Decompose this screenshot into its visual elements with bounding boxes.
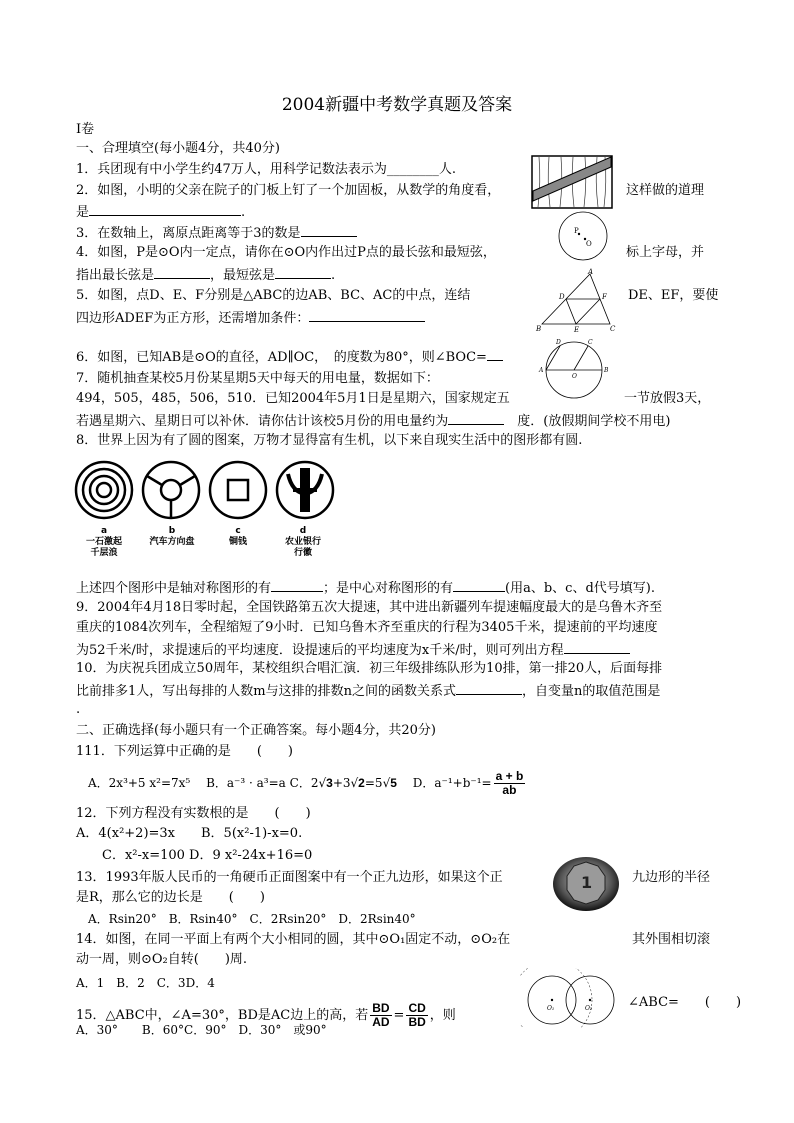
- label-o: O: [586, 240, 592, 248]
- caption-a: a 一石激起 千层浪: [85, 526, 122, 558]
- caption-c: c 铜钱: [228, 526, 247, 547]
- question-3: 3．在数轴上，离原点距离等于3的数是: [76, 224, 357, 242]
- circle-diameter-figure: [538, 338, 610, 402]
- label-p: P: [574, 227, 579, 235]
- question-10-line1: 10．为庆祝兵团成立50周年，某校组织合唱汇演．初三年级排练队形为10排，第一排20人，后面每排: [76, 661, 663, 676]
- question-11-options: A．2x³+5 x²=7x⁵ B．a⁻³ · a³=a C．2√3+3√2=5√5 D．a⁻¹+b⁻¹= $\frac{a + b}{ab}$: [88, 769, 524, 797]
- question-7-line1: 7．随机抽查某校5月份某星期5天中每天的用电量，数据如下：: [76, 371, 439, 386]
- label-d: D: [559, 293, 565, 301]
- question-15-options: A．30° B．60°C．90° D．30° 或90°: [76, 1023, 327, 1037]
- label-b6: B: [604, 367, 609, 374]
- question-7-line2: 494，505，485，506，510．已知2004年5月1日是星期六，国家规定五: [76, 391, 510, 406]
- triangle-midpoints-figure: [534, 268, 620, 334]
- question-9-line2: 重庆的1084次列车，全程缩短了9小时．已知乌鲁木齐至重庆的行程为3405千米，提速前的平均速度: [76, 620, 658, 635]
- question-7-line3: 若遇星期六、星期日可以补休．请你估计该校5月份的用电量约为 度．(放假期间学校不用电): [76, 414, 671, 429]
- question-12: 12．下列方程没有实数根的是 ( ): [76, 806, 311, 821]
- question-13-options: A．Rsin20° B．Rsin40° C．2Rsin20° D．2Rsin40°: [88, 912, 416, 926]
- question-15: 15．△ABC中，∠A=30°，BD是AC边上的高，若 $\frac{BD}{AD}$ = $\frac{CD}{BD}$ ，则: [76, 1001, 456, 1029]
- copper-coin-icon: [210, 462, 266, 518]
- question-13-line2: 是R，那么它的边长是 ( ): [76, 890, 265, 905]
- question-14-options: A．1 B．2 C．3D．4: [76, 976, 215, 990]
- question-13-line1b: 九边形的半径: [632, 870, 711, 885]
- label-o1: O₁: [547, 1005, 555, 1012]
- question-12-options-cd: C．x²-x=100 D．9 x²-24x+16=0: [102, 848, 313, 863]
- label-a: A: [588, 268, 594, 276]
- question-4-line2: 指出最长弦是 ，最短弦是 .: [76, 268, 336, 283]
- label-a6: A: [539, 367, 544, 374]
- question-7-line2b: 一节放假3天，: [624, 391, 711, 406]
- label-f: F: [602, 293, 607, 301]
- question-5-line2: 四边形ADEF为正方形，还需增加条件：: [76, 309, 425, 327]
- question-10-line3: .: [76, 702, 81, 717]
- question-2-line2: 是 .: [76, 205, 246, 220]
- question-12-options-ab: A．4(x²+2)=3x B．5(x²-1)-x=0.: [76, 826, 303, 841]
- steering-wheel-icon: [143, 462, 199, 518]
- page-title: 2004新疆中考数学真题及答案: [281, 95, 513, 115]
- question-9-line3: 为52千米/时，求提速后的平均速度．设提速后的平均速度为x千米/时，则可列出方程: [76, 641, 630, 659]
- question-10-line2: 比前排多1人，写出每排的人数m与这排的排数n之间的函数关系式 ，自变量n的取值范围是: [76, 684, 661, 699]
- circle-point-figure: [557, 210, 609, 262]
- caption-d: d 农业银行 行徽: [284, 526, 321, 558]
- reinforced-door-figure: [531, 155, 613, 209]
- question-13-line1: 13．1993年版人民币的一角硬币正面图案中有一个正九边形，如果这个正: [76, 870, 503, 885]
- agricultural-bank-logo-icon: [277, 462, 333, 518]
- question-14-line1: 14．如图，在同一平面上有两个大小相同的圆，其中⊙O₁固定不动，⊙O₂在: [76, 932, 511, 947]
- question-4-line1: 4．如图，P是⊙O内一定点，请你在⊙O内作出过P点的最长弦和最短弦，: [76, 245, 496, 260]
- ripple-icon: [76, 462, 132, 518]
- part2-heading: 二、正确选择(每小题只有一个正确答案。每小题4分，共20分): [76, 723, 436, 738]
- coin-numeral-icon: 1: [581, 873, 593, 892]
- label-b: B: [536, 325, 542, 333]
- question-14-line2: 动一周，则⊙O₂自转( )周.: [76, 952, 248, 967]
- question-8-answer: 上述四个图形中是轴对称图形的有 ；是中心对称图形的有 (用a、b、c、d代号填写).: [76, 581, 655, 596]
- question-15-answer: ∠ABC= ( ): [628, 995, 742, 1010]
- label-c6: C: [588, 339, 593, 346]
- section-label: I卷: [76, 122, 95, 137]
- question-9-line1: 9．2004年4月18日零时起，全国铁路第五次大提速，其中进出新疆列车提速幅度最大的是乌鲁木齐至: [76, 600, 663, 615]
- label-o2: O₂: [585, 1005, 593, 1012]
- label-e: E: [574, 326, 580, 334]
- two-circles-figure: [520, 968, 622, 1028]
- label-o6: O: [572, 373, 577, 380]
- label-c: C: [610, 325, 616, 333]
- question-5-line1b: DE、EF，要使: [628, 288, 719, 303]
- label-d6: D: [556, 339, 561, 346]
- caption-b: b 汽车方向盘: [149, 526, 195, 547]
- question-6: 6．如图，已知AB是⊙O的直径，AD∥OC， 的度数为80°，则∠BOC=: [76, 348, 503, 366]
- question-5-line1: 5．如图，点D、E、F分别是△ABC的边AB、BC、AC的中点，连结: [76, 288, 471, 303]
- question-11: 111．下列运算中正确的是 ( ): [76, 744, 293, 759]
- question-8: 8．世界上因为有了圆的图案，万物才显得富有生机，以下来自现实生活中的图形都有圆.: [76, 433, 583, 448]
- question-4-line1b: 标上字母，并: [626, 245, 705, 260]
- question-2-line1: 2．如图，小明的父亲在院子的门板上钉了一个加固板，从数学的角度看，: [76, 183, 501, 198]
- circle-patterns-figure: [74, 460, 344, 528]
- coin-figure: [551, 856, 621, 912]
- question-2-line1b: 这样做的道理: [626, 183, 705, 198]
- question-14-line1b: 其外围相切滚: [632, 932, 711, 947]
- question-1: 1．兵团现有中小学生约47万人，用科学记数法表示为________人.: [76, 162, 456, 177]
- part1-heading: 一、合理填空(每小题4分，共40分): [76, 141, 280, 156]
